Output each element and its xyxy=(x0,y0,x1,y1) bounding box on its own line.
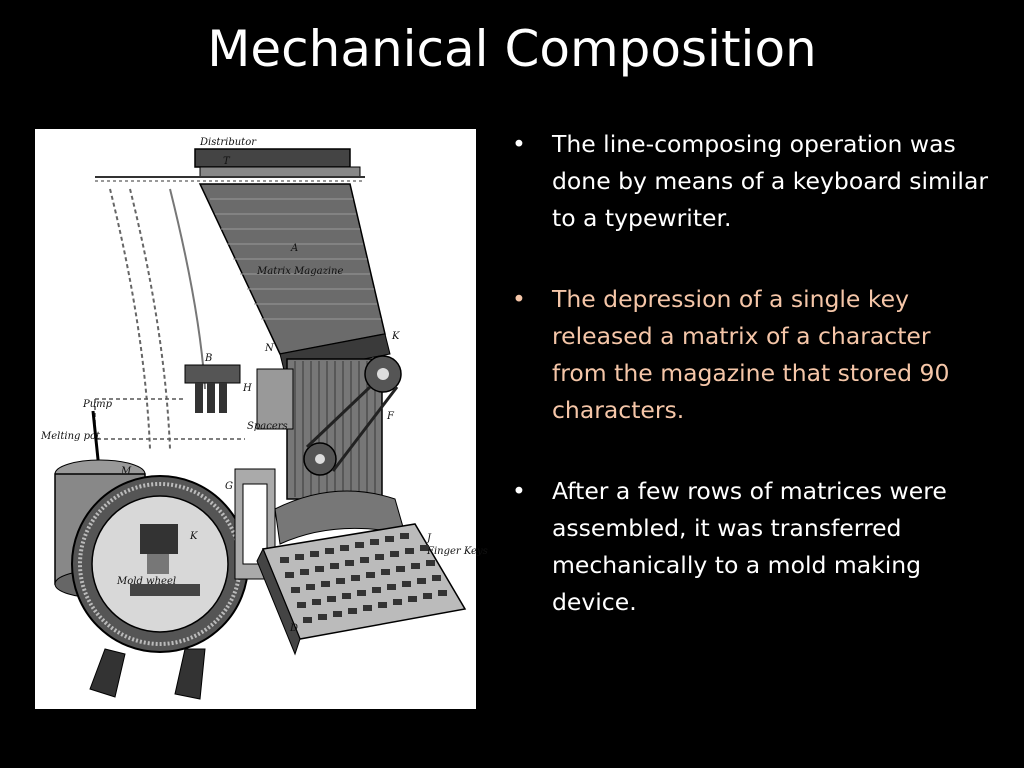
label-pump: Pump xyxy=(83,399,113,410)
label-f: F xyxy=(387,411,394,422)
linotype-machine-engraving-icon xyxy=(35,129,488,709)
label-g: G xyxy=(225,481,233,492)
label-finger-keys: Finger Keys xyxy=(427,546,488,557)
bullet-item-keyboard xyxy=(508,126,988,237)
assembler xyxy=(185,365,240,413)
bullet-list xyxy=(508,126,988,665)
bullet-text: The line-composing operation was done by means of a keyboard similar to a typewriter. xyxy=(552,130,989,232)
keyboard xyxy=(257,491,465,654)
label-magazine: Matrix Magazine xyxy=(257,266,344,277)
label-k-upper: K xyxy=(392,331,400,342)
label-melting-pot: Melting pot xyxy=(41,431,101,442)
label-d: D xyxy=(290,623,299,634)
label-magazine-letter: A xyxy=(291,243,299,254)
bullet-text: After a few rows of matrices were assembled, it was transferred mechanically to a mold making device. xyxy=(552,477,947,616)
linotype-machine-illustration xyxy=(35,129,488,709)
label-distributor: Distributor xyxy=(200,137,257,148)
bullet-marker: • xyxy=(512,285,526,313)
distributor-bar xyxy=(95,149,365,181)
mold-wheel xyxy=(72,476,248,699)
bullet-marker: • xyxy=(512,130,526,158)
label-h: H xyxy=(243,383,252,394)
label-m: M xyxy=(121,466,132,477)
label-spacers: Spacers xyxy=(247,421,288,432)
bullet-item-mold-transfer xyxy=(508,473,988,621)
label-b: B xyxy=(205,353,213,364)
label-j: J xyxy=(427,533,432,544)
bullet-item-key-depression xyxy=(508,281,988,429)
label-n: N xyxy=(265,343,274,354)
bullet-text: The depression of a single key released a matrix of a character from the magazine that stored 90 characters. xyxy=(552,285,950,424)
label-mold-wheel: Mold wheel xyxy=(117,576,177,587)
label-k-lower: K xyxy=(190,531,198,542)
slide-title: Mechanical Composition xyxy=(207,20,817,78)
bullet-marker: • xyxy=(512,477,526,505)
matrix-magazine xyxy=(200,184,390,374)
label-distributor-letter: T xyxy=(223,156,230,167)
